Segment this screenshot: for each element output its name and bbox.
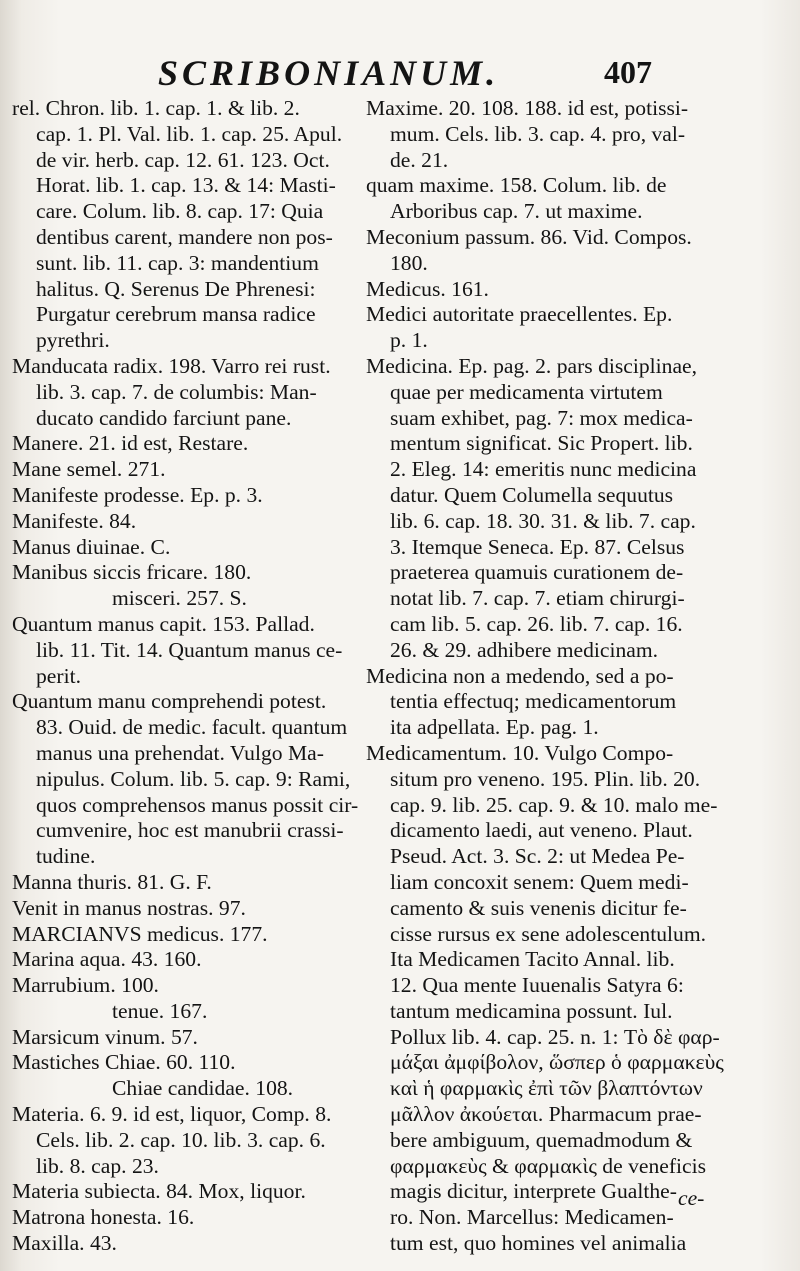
entry-continuation-line: μάξαι ἀμφίβολον, ὥσπερ ὁ φαρμακεὺς [390, 1050, 724, 1075]
entry-continuation-line: 26. & 29. adhibere medicinam. [390, 637, 659, 662]
entry-continuation-line: Ita Medicamen Tacito Annal. lib. [390, 947, 675, 972]
entry-continuation-line: Arboribus cap. 7. ut maxime. [390, 199, 643, 224]
entry-continuation-line: Horat. lib. 1. cap. 13. & 14: Masti- [36, 173, 336, 198]
entry-continuation-line: quae per medicamenta virtutem [390, 379, 663, 404]
entry-continuation-line: lib. 8. cap. 23. [36, 1153, 159, 1178]
entry-continuation-line: notat lib. 7. cap. 7. etiam chirurgi- [390, 586, 685, 611]
index-entry [12, 870, 358, 896]
entry-continuation-line: dentibus carent, mandere non pos- [36, 224, 333, 249]
entry-continuation-line: cap. 9. lib. 25. cap. 9. & 10. malo me- [390, 792, 718, 817]
catchword: ce- [678, 1186, 705, 1210]
index-entry [12, 896, 358, 922]
index-entry [12, 689, 358, 870]
index-entry [366, 96, 744, 173]
entry-continuation-line: 2. Eleg. 14: emeritis nunc medicina [390, 457, 697, 482]
entry-continuation-line: cisse rursus ex sene adolescentulum. [390, 921, 707, 946]
index-entry [366, 225, 744, 277]
entry-continuation-line: de. 21. [390, 147, 449, 172]
index-entry [12, 1102, 358, 1179]
index-entry [12, 947, 358, 973]
entry-continuation-line: cumvenire, hoc est manubrii crassi- [36, 818, 344, 843]
index-entry [12, 535, 358, 561]
entry-continuation-line: ita adpellata. Ep. pag. 1. [390, 715, 599, 740]
running-head: SCRIBONIANUM. [158, 53, 500, 93]
entry-continuation-line: 180. [390, 250, 428, 275]
entry-headword-line: Medicamentum. 10. Vulgo Compo- [366, 740, 674, 765]
index-entry [366, 664, 744, 741]
index-entry [366, 302, 744, 354]
entry-continuation-line: μᾶλλον ἀκούεται. Pharmacum prae- [390, 1102, 702, 1127]
page-header [0, 52, 800, 96]
entry-continuation-line: mentum significat. Sic Propert. lib. [390, 431, 693, 456]
entry-continuation-line: liam concoxit senem: Quem medi- [390, 869, 689, 894]
entry-continuation-line: Chiae candidae. 108. [112, 1076, 294, 1101]
entry-continuation-line: quos comprehensos manus possit cir- [36, 792, 358, 817]
entry-continuation-line: halitus. Q. Serenus De Phrenesi: [36, 276, 316, 301]
entry-headword-line: Mastiches Chiae. 60. 110. [12, 1050, 236, 1075]
entry-headword-line: Maxime. 20. 108. 188. id est, potissi- [366, 96, 689, 120]
index-column-left [12, 96, 358, 1257]
index-entry [12, 457, 358, 483]
entry-continuation-line: nipulus. Colum. lib. 5. cap. 9: Rami, [36, 766, 351, 791]
index-entry [12, 560, 358, 612]
entry-headword-line: Manere. 21. id est, Restare. [12, 431, 249, 456]
index-entry [12, 354, 358, 431]
entry-continuation-line: φαρμακεὺς & φαρμακὶς de veneficis [390, 1153, 707, 1178]
entry-continuation-line: καὶ ἡ φαρμακὶς ἐπὶ τῶν βλαπτόντων [390, 1076, 703, 1101]
entry-headword-line: Materia. 6. 9. id est, liquor, Comp. 8. [12, 1102, 332, 1127]
index-entry [12, 1050, 358, 1102]
entry-continuation-line: pyrethri. [36, 328, 110, 353]
entry-continuation-line: praeterea quamuis curationem de- [390, 560, 684, 585]
entry-headword-line: Quantum manus capit. 153. Pallad. [12, 611, 315, 636]
entry-continuation-line: Purgatur cerebrum mansa radice [36, 302, 316, 327]
entry-headword-line: Meconium passum. 86. Vid. Compos. [366, 224, 692, 249]
index-entry [366, 354, 744, 664]
entry-continuation-line: 83. Ouid. de medic. facult. quantum [36, 715, 348, 740]
index-entry [12, 483, 358, 509]
entry-continuation-line: Pseud. Act. 3. Sc. 2: ut Medea Pe- [390, 844, 685, 869]
index-entry [12, 1205, 358, 1231]
entry-headword-line: Quantum manu comprehendi potest. [12, 689, 327, 714]
index-entry [12, 1179, 358, 1205]
entry-continuation-line: magis dicitur, interprete Gualthe- [390, 1179, 677, 1204]
entry-continuation-line: care. Colum. lib. 8. cap. 17: Quia [36, 199, 324, 224]
entry-continuation-line: 3. Itemque Seneca. Ep. 87. Celsus [390, 534, 685, 559]
entry-headword-line: Matrona honesta. 16. [12, 1205, 195, 1230]
entry-continuation-line: lib. 3. cap. 7. de columbis: Man- [36, 379, 317, 404]
entry-continuation-line: tantum medicamina possunt. Iul. [390, 998, 673, 1023]
entry-headword-line: Mane semel. 271. [12, 457, 166, 482]
entry-continuation-line: tenue. 167. [112, 998, 208, 1023]
entry-headword-line: MARCIANVS medicus. 177. [12, 921, 268, 946]
entry-headword-line: Marrubium. 100. [12, 973, 159, 998]
index-entry [366, 741, 744, 1257]
index-entry [12, 509, 358, 535]
entry-headword-line: Manibus siccis fricare. 180. [12, 560, 252, 585]
entry-headword-line: Medici autoritate praecellentes. Ep. [366, 302, 673, 327]
index-entry [12, 922, 358, 948]
index-column-right [366, 96, 744, 1257]
entry-continuation-line: Cels. lib. 2. cap. 10. lib. 3. cap. 6. [36, 1127, 326, 1152]
index-entry [366, 277, 744, 303]
entry-headword-line: Marina aqua. 43. 160. [12, 947, 202, 972]
entry-headword-line: Marsicum vinum. 57. [12, 1024, 198, 1049]
entry-headword-line: Manducata radix. 198. Varro rei rust. [12, 353, 331, 378]
index-entry [12, 973, 358, 1025]
entry-continuation-line: lib. 11. Tit. 14. Quantum manus ce- [36, 637, 343, 662]
entry-continuation-line: tudine. [36, 844, 96, 869]
entry-continuation-line: cap. 1. Pl. Val. lib. 1. cap. 25. Apul. [36, 121, 343, 146]
entry-headword-line: quam maxime. 158. Colum. lib. de [366, 173, 667, 198]
index-entry [12, 1231, 358, 1257]
entry-continuation-line: cam lib. 5. cap. 26. lib. 7. cap. 16. [390, 611, 683, 636]
entry-headword-line: Manna thuris. 81. G. F. [12, 869, 212, 894]
entry-continuation-line: ro. Non. Marcellus: Medicamen- [390, 1205, 674, 1230]
entry-continuation-line: perit. [36, 663, 81, 688]
entry-headword-line: Venit in manus nostras. 97. [12, 895, 246, 920]
entry-continuation-line: 12. Qua mente Iuuenalis Satyra 6: [390, 973, 684, 998]
entry-continuation-line: tentia effectuq; medicamentorum [390, 689, 677, 714]
entry-headword-line: Medicina. Ep. pag. 2. pars disciplinae, [366, 353, 698, 378]
entry-continuation-line: mum. Cels. lib. 3. cap. 4. pro, val- [390, 121, 686, 146]
entry-headword-line: Maxilla. 43. [12, 1231, 117, 1256]
entry-headword-line: Manifeste prodesse. Ep. p. 3. [12, 482, 263, 507]
index-entry [12, 1025, 358, 1051]
entry-continuation-line: manus una prehendat. Vulgo Ma- [36, 740, 324, 765]
entry-continuation-line: p. 1. [390, 328, 428, 353]
entry-continuation-line: suam exhibet, pag. 7: mox medica- [390, 405, 693, 430]
index-entry [12, 431, 358, 457]
entry-headword-line: Medicina non a medendo, sed a po- [366, 663, 674, 688]
entry-headword-line: Manus diuinae. C. [12, 534, 171, 559]
entry-continuation-line: de vir. herb. cap. 12. 61. 123. Oct. [36, 147, 330, 172]
entry-continuation-line: datur. Quem Columella sequutus [390, 482, 674, 507]
index-entry [12, 612, 358, 689]
page-number: 407 [604, 54, 652, 90]
entry-headword-line: Medicus. 161. [366, 276, 489, 301]
entry-headword-line: Materia subiecta. 84. Mox, liquor. [12, 1179, 306, 1204]
entry-continuation-line: sunt. lib. 11. cap. 3: mandentium [36, 250, 319, 275]
entry-continuation-line: ducato candido farciunt pane. [36, 405, 292, 430]
entry-continuation-line: situm pro veneno. 195. Plin. lib. 20. [390, 766, 701, 791]
entry-continuation-line: tum est, quo homines vel animalia [390, 1231, 687, 1256]
entry-continuation-line: Pollux lib. 4. cap. 25. n. 1: Τὸ δὲ φαρ- [390, 1024, 720, 1049]
entry-continuation-line: bere ambiguum, quemadmodum & [390, 1127, 693, 1152]
entry-continuation-line: camento & suis venenis dicitur fe- [390, 895, 687, 920]
entry-continuation-line: lib. 6. cap. 18. 30. 31. & lib. 7. cap. [390, 508, 696, 533]
index-entry [12, 96, 358, 354]
index-entry [366, 173, 744, 225]
entry-headword-line: rel. Chron. lib. 1. cap. 1. & lib. 2. [12, 96, 300, 120]
entry-continuation-line: misceri. 257. S. [112, 586, 247, 611]
entry-continuation-line: dicamento laedi, aut veneno. Plaut. [390, 818, 693, 843]
entry-headword-line: Manifeste. 84. [12, 508, 137, 533]
